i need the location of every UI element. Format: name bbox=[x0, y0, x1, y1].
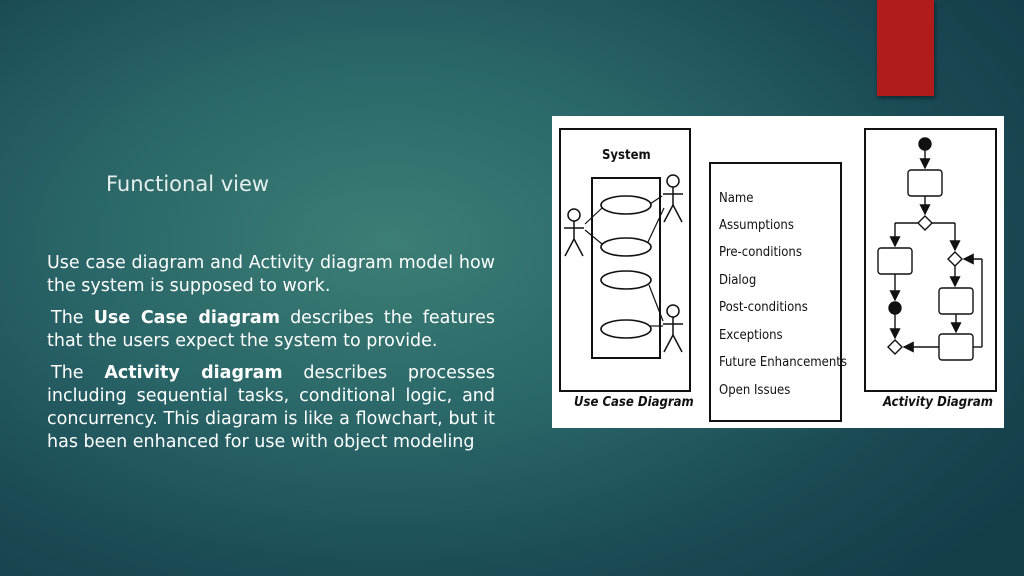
paragraph-activity bbox=[47, 362, 495, 454]
use-case-oval bbox=[601, 196, 651, 214]
paragraph-intro: Use case diagram and Activity diagram model how the system is supposed to work. bbox=[47, 253, 495, 296]
decision-node bbox=[918, 216, 932, 230]
paragraph-use-case bbox=[47, 307, 495, 353]
list-item: Pre-conditions bbox=[719, 245, 802, 260]
p2-rest: describes the features that the users expect the system to provide. bbox=[47, 308, 495, 351]
use-case-frame bbox=[560, 129, 690, 391]
diagram-svg bbox=[552, 116, 1004, 428]
use-case-template bbox=[710, 163, 847, 421]
activity-node bbox=[939, 288, 973, 314]
p3-rest: describes processes including sequential tasks, conditional logic, and concurrency. This diagram is like a flowchart, but it has been enhanced for use with object modeling bbox=[47, 363, 495, 452]
actor-icon bbox=[663, 175, 683, 222]
use-case-term: Use Case diagram bbox=[93, 308, 280, 328]
system-label: System bbox=[602, 148, 651, 163]
use-case-oval bbox=[601, 320, 651, 338]
decision-node bbox=[888, 340, 902, 354]
use-case-oval bbox=[601, 238, 651, 256]
list-item: Post-conditions bbox=[719, 300, 808, 315]
p2-prefix: The bbox=[51, 308, 84, 328]
use-case-caption: Use Case Diagram bbox=[574, 395, 694, 410]
list-item: Future Enhancements bbox=[719, 355, 847, 370]
diagram-image bbox=[552, 116, 1004, 428]
activity-node bbox=[878, 248, 912, 274]
actor-icon bbox=[564, 209, 584, 256]
list-item: Exceptions bbox=[719, 328, 783, 343]
actor-icon bbox=[663, 305, 683, 352]
activity-node bbox=[939, 334, 973, 360]
start-node bbox=[919, 138, 931, 150]
list-item: Dialog bbox=[719, 273, 757, 288]
p3-prefix: The bbox=[51, 363, 84, 383]
list-item: Assumptions bbox=[719, 218, 794, 233]
list-item: Open Issues bbox=[719, 383, 791, 398]
merge-node bbox=[948, 252, 962, 266]
accent-tab bbox=[877, 0, 934, 96]
slide-title: Functional view bbox=[106, 172, 270, 196]
body-text bbox=[47, 252, 495, 463]
activity-diagram bbox=[865, 129, 996, 410]
end-node bbox=[889, 302, 901, 314]
activity-node bbox=[908, 170, 942, 196]
use-case-oval bbox=[601, 271, 651, 289]
use-case-diagram bbox=[560, 129, 694, 410]
activity-caption: Activity Diagram bbox=[883, 395, 993, 410]
association-lines bbox=[585, 196, 664, 326]
list-item: Name bbox=[719, 191, 754, 206]
activity-term: Activity diagram bbox=[104, 363, 283, 383]
